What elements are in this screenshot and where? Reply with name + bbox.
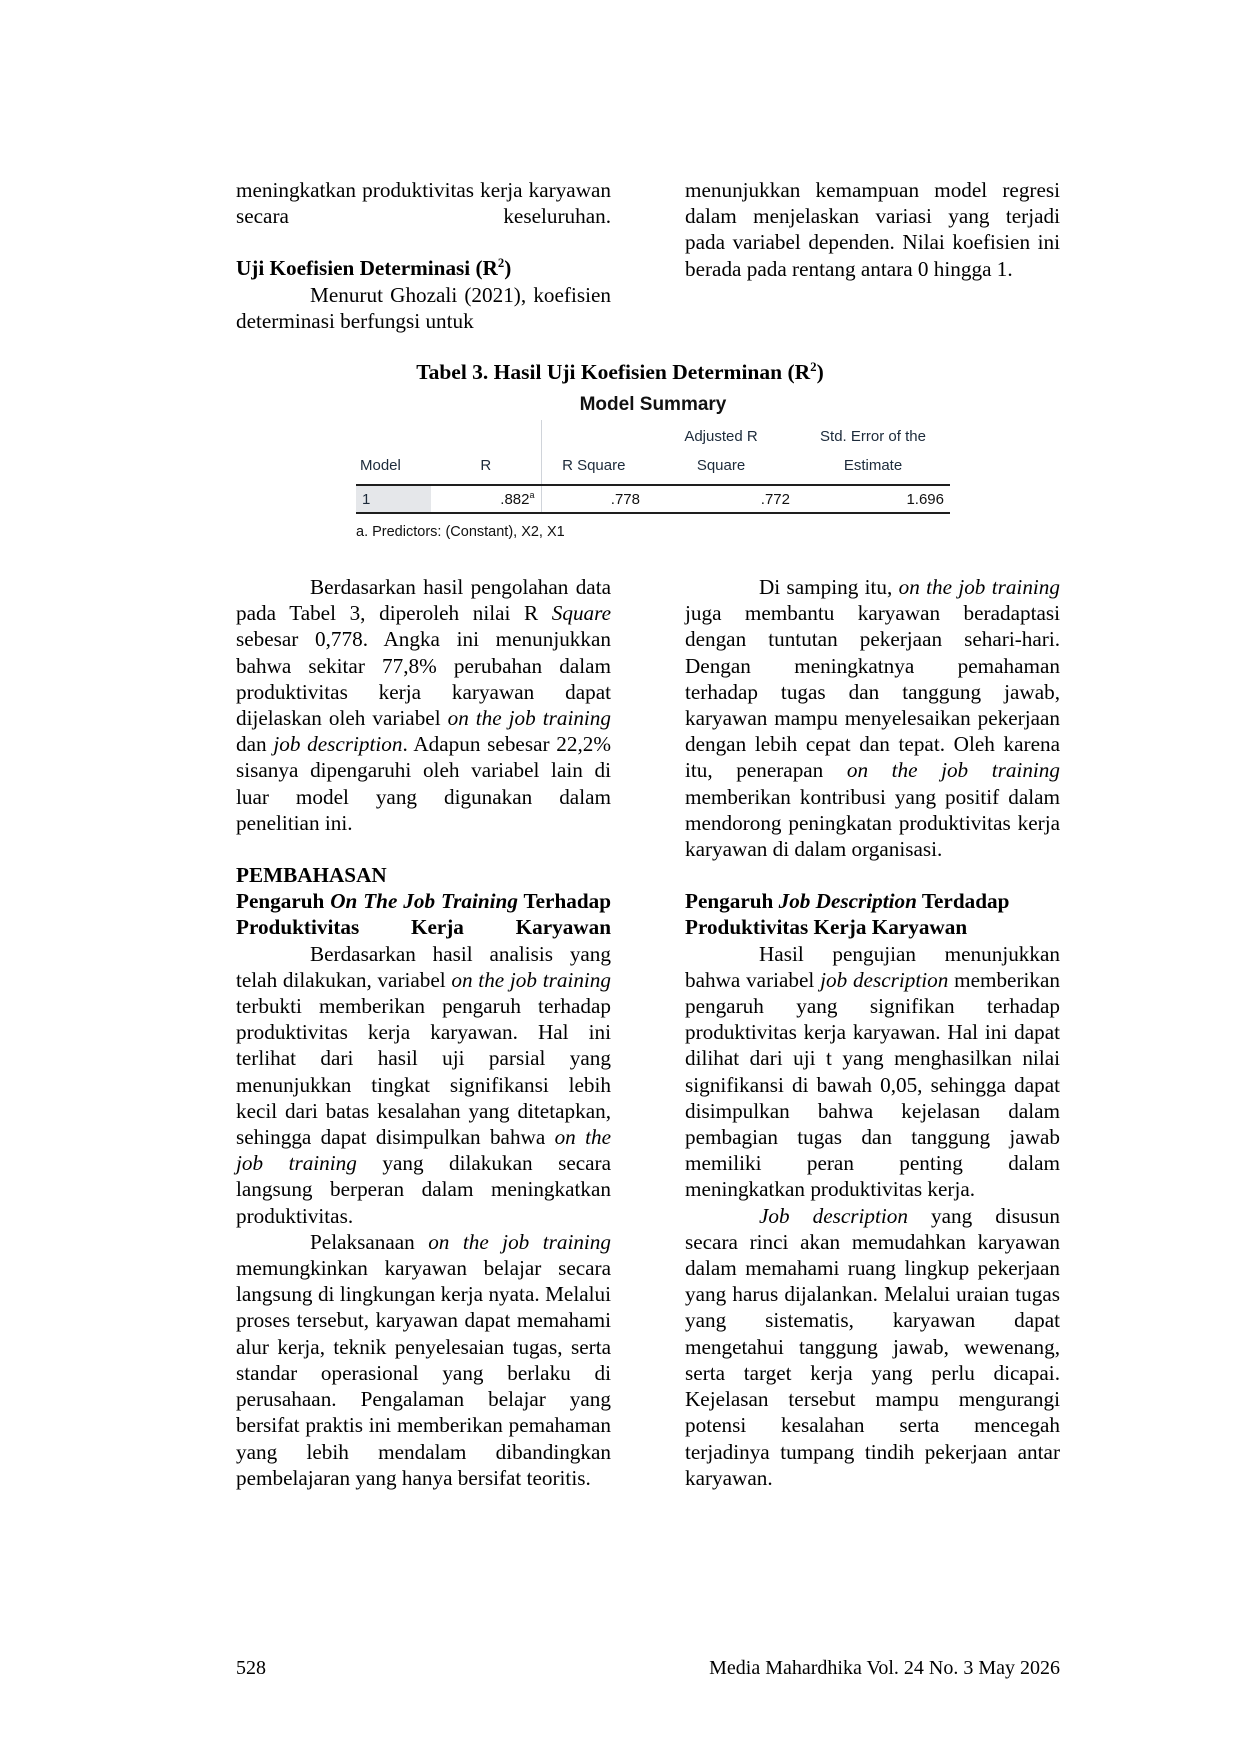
text-run: memberikan pengaruh yang signifikan terhadap produktivitas kerja karyawan. Hal ini dapat dilihat dari uji t yang menghasilkan nilai signifikansi di bawah 0,05, sehingga dapat disimpulkan bahwa kejelasan dalam pembagian tugas dan tanggung jawab memiliki peran penting dalam meningkatkan produktivitas kerja. bbox=[685, 967, 1060, 1202]
italic-run: on the job training bbox=[898, 575, 1060, 599]
model-summary-table bbox=[356, 420, 950, 514]
text-run: Berdasarkan hasil pengolahan data pada Tabel 3, diperoleh nilai R bbox=[236, 575, 611, 626]
section-title: PEMBAHASAN bbox=[236, 863, 387, 888]
paragraph bbox=[236, 1229, 611, 1491]
header-adjusted-r-square bbox=[646, 420, 796, 485]
text-run: dan bbox=[236, 732, 274, 757]
heading-superscript: 2 bbox=[497, 256, 505, 271]
cell-std-error: 1.696 bbox=[796, 485, 950, 513]
text-run: Di samping itu, bbox=[759, 575, 899, 599]
paragraph bbox=[236, 177, 611, 229]
header-r: R bbox=[431, 420, 541, 485]
journal-footer: Media Mahardhika Vol. 24 No. 3 May 2026 bbox=[709, 1657, 1060, 1679]
right-column-bottom bbox=[685, 574, 1060, 1491]
italic-run: on the job training bbox=[451, 967, 611, 992]
page-number: 528 bbox=[236, 1657, 266, 1679]
paragraph bbox=[236, 574, 611, 836]
header-adjusted-line1: Adjusted R bbox=[684, 428, 758, 445]
caption-superscript: 2 bbox=[810, 359, 817, 374]
text-run: yang disusun secara rinci akan memudahkan karyawan dalam memahami ruang lingkup pekerjaan yang harus dijalankan. Melalui uraian tugas yang sistematis, karyawan dapat mengetahui tanggung jawab, wewenang, serta target kerja yang perlu dicapai. Kejelasan tersebut mampu mengurangi potensi kesalahan serta mencegah terjadinya tumpang tindih pekerjaan antar karyawan. bbox=[685, 1203, 1060, 1490]
paragraph-text: meningkatkan produktivitas kerja karyawan secara keseluruhan. bbox=[236, 178, 611, 229]
header-model: Model bbox=[356, 420, 431, 485]
italic-run: on the job training bbox=[236, 1125, 611, 1176]
paragraph bbox=[685, 177, 1060, 282]
header-adjusted-line2: Square bbox=[696, 457, 746, 474]
left-column-top bbox=[236, 177, 611, 334]
text-run: Terdadap Produktivitas Kerja Karyawan bbox=[685, 889, 1010, 940]
text-run: . Adapun sebesar 22,2% sisanya dipengaruhi oleh variabel lain di luar model yang digunakan dalam penelitian ini. bbox=[236, 732, 611, 835]
header-std-line1: Std. Error of the bbox=[820, 428, 926, 445]
subsection-title bbox=[236, 888, 611, 940]
model-summary-output bbox=[356, 390, 950, 540]
table-footnote: a. Predictors: (Constant), X2, X1 bbox=[356, 524, 565, 540]
italic-run: on the job training bbox=[846, 758, 1060, 783]
italic-run: on the job training bbox=[447, 706, 611, 731]
section-heading bbox=[236, 255, 611, 281]
italic-run: Job description bbox=[759, 1203, 908, 1228]
caption-text: Tabel 3. Hasil Uji Koefisien Determinan (R bbox=[416, 360, 811, 384]
cell-adjusted-r-square: .772 bbox=[646, 485, 796, 513]
cell-model: 1 bbox=[356, 485, 431, 513]
header-std-line2: Estimate bbox=[843, 457, 903, 474]
left-column-bottom bbox=[236, 574, 611, 1491]
paragraph bbox=[236, 282, 611, 334]
text-run: sebesar 0,778. Angka ini menunjukkan bahwa sekitar 77,8% perubahan dalam produktivitas kerja karyawan dapat dijelaskan oleh variabel bbox=[236, 627, 611, 731]
text-run: yang dilakukan secara langsung berperan dalam meningkatkan produktivitas. bbox=[236, 1151, 611, 1228]
text-run: Berdasarkan hasil analisis yang telah dilakukan, variabel bbox=[236, 941, 611, 992]
text-run: juga membantu karyawan beradaptasi dengan tuntutan pekerjaan sehari-hari. Dengan meningkatnya pemahaman terhadap tugas dan tanggung jawab, karyawan mampu menyelesaikan pekerjaan dengan lebih cepat dan tepat. Oleh karena itu, penerapan bbox=[685, 601, 1060, 783]
paragraph-text: menunjukkan kemampuan model regresi dalam menjelaskan variasi yang terjadi pada variabel dependen. Nilai koefisien ini berada pada rentang antara 0 hingga 1. bbox=[685, 178, 1060, 281]
text-run: Pelaksanaan bbox=[310, 1229, 429, 1254]
heading-close: ) bbox=[504, 256, 512, 281]
subsection-title bbox=[685, 888, 1060, 940]
cell-r-square: .778 bbox=[541, 485, 646, 513]
text-run: Hasil pengujian menunjukkan bahwa variabel bbox=[685, 941, 1060, 992]
model-summary-title: Model Summary bbox=[579, 394, 727, 415]
header-r-square: R Square bbox=[541, 420, 646, 485]
paragraph-text: Menurut Ghozali (2021), koefisien determinasi berfungsi untuk bbox=[236, 282, 611, 333]
cell-r-value: .882 bbox=[500, 490, 530, 508]
paragraph bbox=[236, 941, 611, 1229]
paragraph bbox=[685, 1203, 1060, 1491]
italic-run: Job Description bbox=[778, 889, 917, 914]
italic-run: On The Job Training bbox=[330, 889, 518, 914]
text-run: memberikan kontribusi yang positif dalam mendorong peningkatan produktivitas kerja karyawan di dalam organisasi. bbox=[685, 784, 1060, 862]
heading-text: Uji Koefisien Determinasi (R bbox=[236, 256, 498, 281]
paragraph bbox=[685, 574, 1060, 862]
italic-run: on the job training bbox=[428, 1229, 611, 1254]
text-run: terbukti memberikan pengaruh terhadap produktivitas kerja karyawan. Hal ini terlihat dari hasil uji parsial yang menunjukkan tingkat signifikansi lebih kecil dari batas kesalahan yang ditetapkan, sehingga dapat disimpulkan bahwa bbox=[236, 994, 611, 1150]
table-caption bbox=[0, 360, 1240, 385]
text-run: Pengaruh bbox=[236, 889, 331, 914]
table-row bbox=[356, 485, 950, 513]
table-header-row bbox=[356, 420, 950, 485]
italic-run: job description bbox=[273, 732, 403, 757]
text-run: Terhadap Produktivitas Kerja Karyawan bbox=[236, 889, 611, 940]
right-column-top bbox=[685, 177, 1060, 282]
caption-close: ) bbox=[816, 360, 824, 384]
italic-run: Square bbox=[551, 601, 611, 626]
cell-r bbox=[431, 485, 541, 513]
cell-r-superscript: a bbox=[529, 489, 535, 500]
paragraph bbox=[685, 941, 1060, 1203]
text-run: Pengaruh bbox=[685, 889, 779, 914]
header-std-error bbox=[796, 420, 950, 485]
text-run: memungkinkan karyawan belajar secara langsung di lingkungan kerja nyata. Melalui proses tersebut, karyawan dapat memahami alur kerja, teknik penyelesaian tugas, serta standar operasional yang berlaku di perusahaan. Pengalaman belajar yang bersifat praktis ini memberikan pemahaman yang lebih mendalam dibandingkan pembelajaran yang hanya bersifat teoritis. bbox=[236, 1256, 611, 1490]
italic-run: job description bbox=[820, 967, 949, 992]
